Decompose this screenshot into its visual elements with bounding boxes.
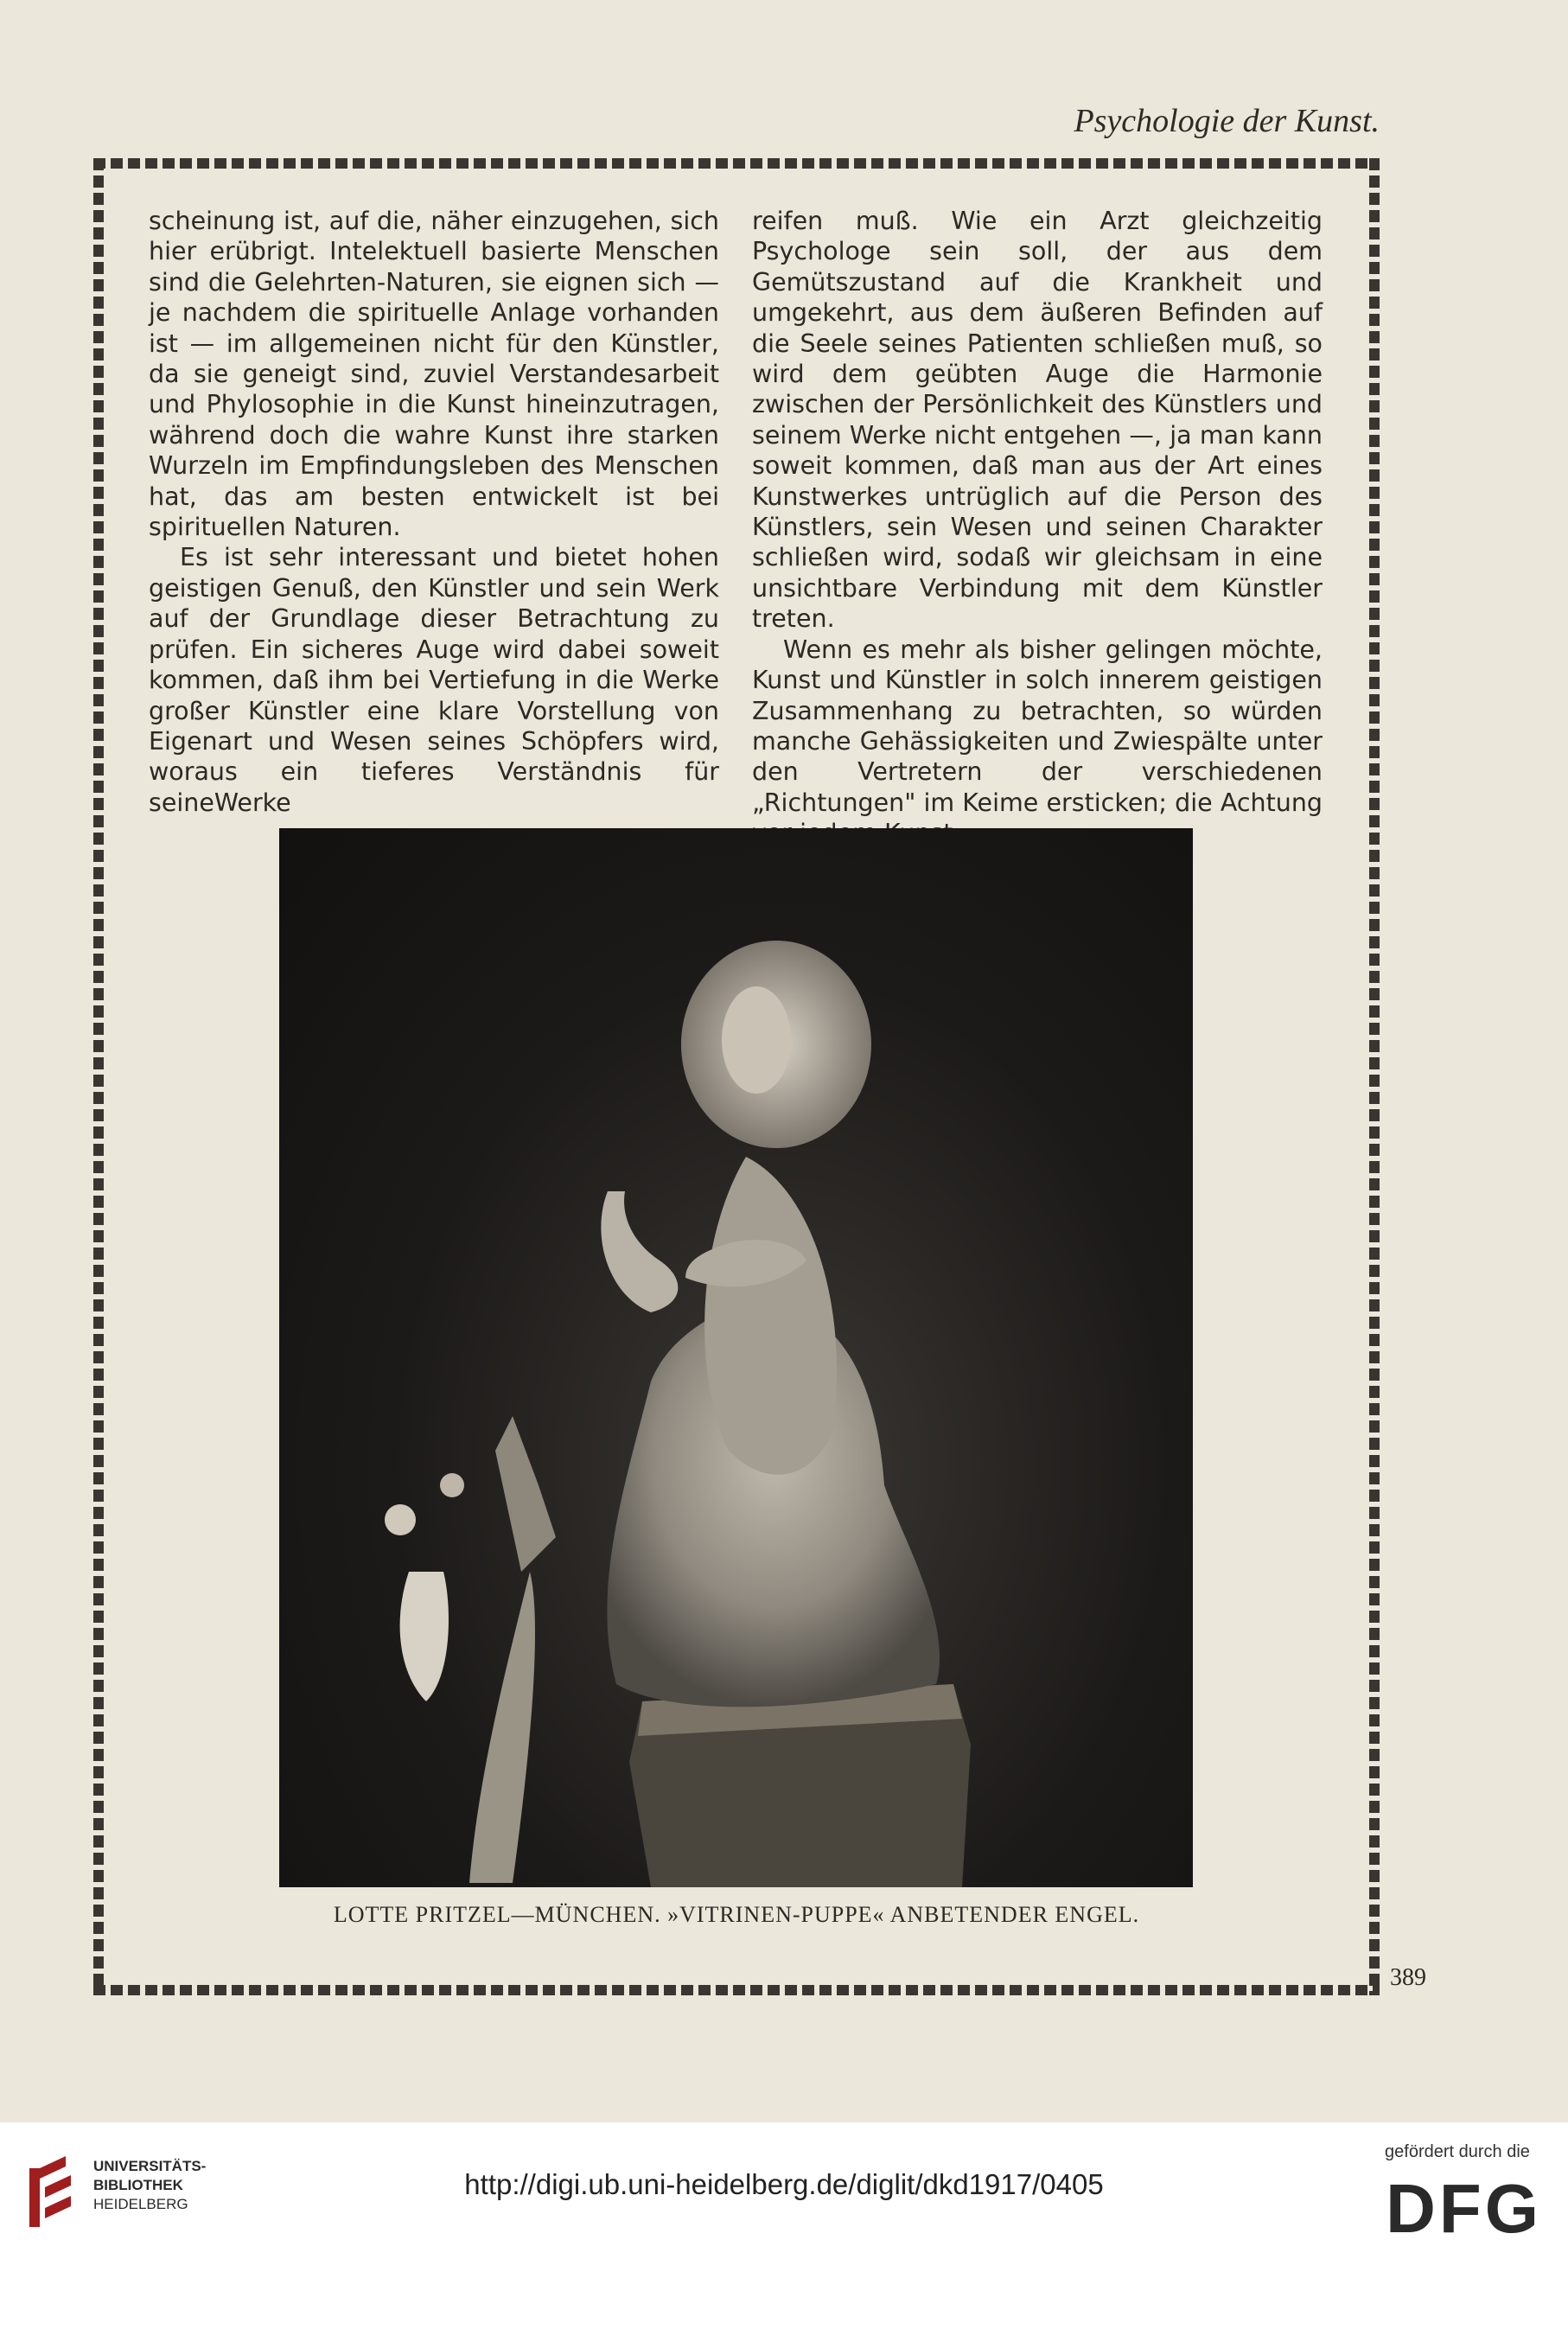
running-head: Psychologie der Kunst. — [1074, 103, 1380, 139]
paragraph: reifen muß. Wie ein Arzt gleichzeitig Psychologe sein soll, der aus dem Gemütszustand auf die Krankheit und umgekehrt, aus dem äußeren Befinden auf die Seele seines Patienten schließen muß, so wird dem geübten Auge die Harmonie zwischen der Persönlichkeit des Künstlers und seinem Werke nicht entgehen —, ja man kann soweit kommen, daß man aus der Art eines Kunstwerkes untrüglich auf die Person des Künstlers, sein Wesen und seinen Charakter schließen wird, sodaß wir gleichsam in eine unsichtbare Verbindung mit dem Künstler treten. — [752, 207, 1323, 634]
library-name-line: BIBLIOTHEK — [93, 2177, 183, 2193]
source-url-link[interactable]: http://digi.ub.uni-heidelberg.de/diglit/dkd1917/0405 — [464, 2168, 1104, 2200]
photograph-doll — [279, 828, 1193, 1887]
dfg-logo: DFG — [1386, 2170, 1542, 2247]
library-name-line: UNIVERSITÄTS- — [93, 2158, 207, 2174]
page-number: 389 — [1390, 1964, 1426, 1991]
paragraph: Wenn es mehr als bisher gelingen möchte, Kunst und Künstler in solch innerem geistigen Zusammenhang zu betrachten, so würden manche Gehässigkeiten und Zwiespälte unter den Vertretern der verschiedenen „Richtungen" im Keime ersticken; die Achtung — [752, 635, 1323, 817]
digitization-footer — [0, 2122, 1568, 2342]
doll-figure-illustration — [279, 828, 1193, 1887]
text-column-right — [752, 206, 1323, 849]
decorative-border-right — [1369, 158, 1380, 1995]
paragraph: Es ist sehr interessant und bietet hohen geistigen Genuß, den Künstler und sein Werk auf der Grundlage dieser Betrachtung zu prüfen. Ein sicheres Auge wird dabei soweit kommen, daß ihm bei Vertiefung in die Werke großer Künstler eine klare Vorstellung von Eigenart und Wesen seines Schöpfers wird, woraus ein tieferes Verständnis für seineWerke — [149, 543, 719, 817]
decorative-border-left — [93, 158, 104, 1995]
paragraph: scheinung ist, auf die, näher einzugehen, sich hier erübrigt. Intelektuell basierte Menschen sind die Gelehrten-Naturen, sie eignen sich — je nachdem die spirituelle Anlage vorhanden ist — im allgemeinen nicht für den Künstler, da sie geneigt sind, zuviel Verstandesarbeit und Phylosophie in die Kunst hineinzutragen, während doch die wahre Kunst ihre starken Wurzeln im Empfindungsleben des Menschen hat, das am besten entwickelt ist bei spirituellen Naturen. — [149, 207, 719, 542]
decorative-border-bottom — [93, 1985, 1380, 1995]
funding-note: gefördert durch die — [1385, 2142, 1530, 2161]
library-name-line: HEIDELBERG — [93, 2196, 188, 2212]
figure-caption: LOTTE PRITZEL—MÜNCHEN. »VITRINEN-PUPPE« ANBETENDER ENGEL. — [333, 1902, 1140, 1927]
decorative-border-top — [93, 158, 1380, 169]
text-column-left — [149, 206, 719, 818]
